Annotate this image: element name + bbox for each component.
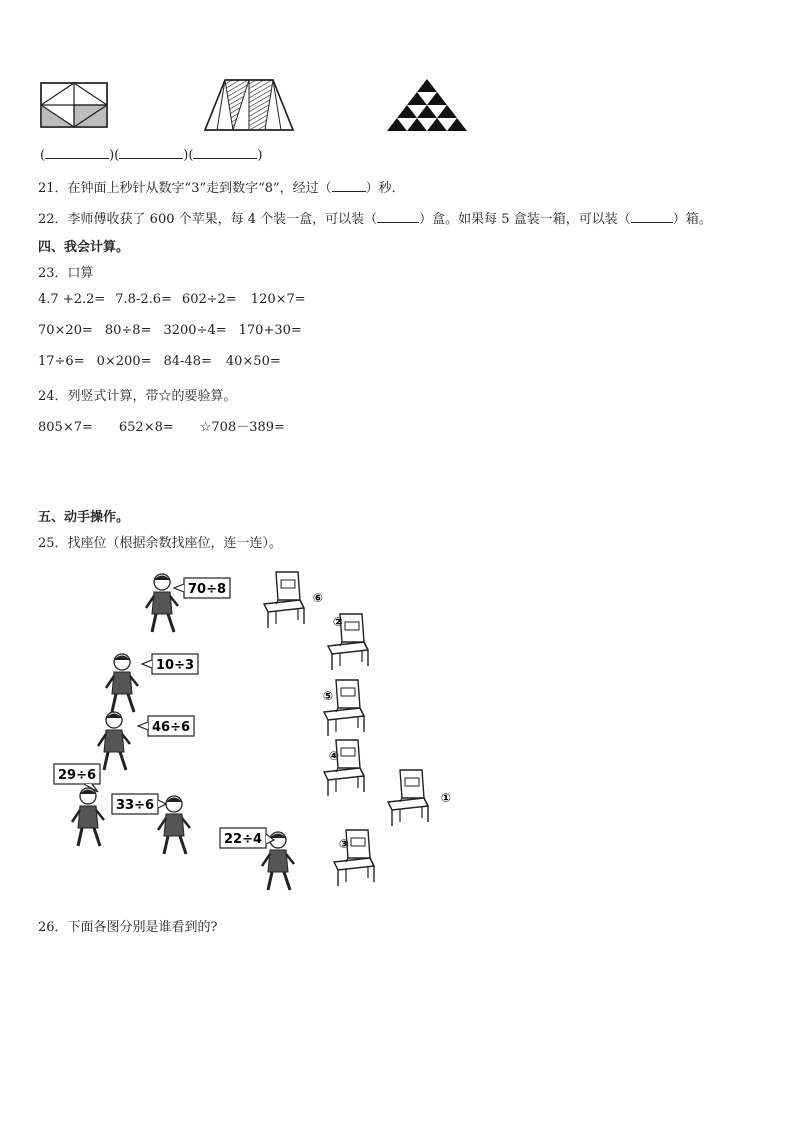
seat-number-4: ④ [328,749,340,763]
answer-blank[interactable] [332,179,366,192]
rectangle-diamond-figure [40,82,108,128]
chair-6 [264,572,304,628]
calc-row-2: 70×20= 80÷8= 3200÷4= 170+30= [38,323,302,338]
bubble-10-3 [142,654,198,674]
seat-matching-illustration [40,562,470,894]
answer-blank[interactable] [377,210,419,223]
trapezoid-figure [203,78,295,132]
section-5-heading: 五、动手操作。 [38,510,130,525]
bubble-text-2: 10÷3 [155,658,195,673]
bubble-text-4: 29÷6 [57,768,97,783]
bubble-text-5: 33÷6 [115,798,155,813]
answer-blank[interactable] [119,146,183,159]
bubble-33-6 [112,794,166,814]
question-25-title: 25．找座位（根据余数找座位，连一连）。 [38,536,283,551]
bubble-text-6: 22÷4 [223,832,263,847]
child-figure-3 [98,712,130,770]
seat-number-3: ⑤ [322,689,334,703]
answer-blank[interactable] [193,146,257,159]
triangle-pattern-figure [386,78,468,132]
seat-number-6: ③ [338,837,350,851]
question-26-title: 26．下面各图分别是谁看到的? [38,920,218,935]
bubble-text-1: 70÷8 [187,582,227,597]
figure-answer-blanks: ( )( )( ) [40,148,263,163]
calc-row-3: 17÷6= 0×200= 84-48= 40×50= [38,354,281,369]
bubble-text-3: 46÷6 [151,720,191,735]
bubble-70-8 [174,578,230,598]
child-figure-2 [106,654,138,712]
bubble-29-6 [54,764,100,792]
question-23-title: 23．口算 [38,266,94,281]
chair-1 [388,770,428,826]
bubble-22-4 [220,828,274,848]
child-figure-4 [72,788,104,846]
child-figure-1 [146,574,178,632]
question-21: 21．在钟面上秒针从数字“3”走到数字“8”，经过（ ）秒． [38,181,405,196]
vertical-calc-row: 805×7= 652×8= ☆708－389= [38,420,285,435]
question-22: 22．李师傅收获了 600 个苹果，每 4 个装一盒，可以装（ ）盒。如果每 5 盒装一箱，可以装（ ）箱。 [38,212,712,227]
seat-number-5: ① [440,791,452,805]
answer-blank[interactable] [45,146,109,159]
seat-number-1: ⑥ [312,591,324,605]
seat-number-2: ② [332,615,344,629]
bubble-46-6 [138,716,194,736]
answer-blank[interactable] [631,210,673,223]
calc-row-1: 4.7 +2.2= 7.8-2.6= 602÷2= 120×7= [38,292,306,307]
section-4-heading: 四、我会计算。 [38,240,130,255]
question-24-title: 24．列竖式计算，带☆的要验算。 [38,389,237,404]
